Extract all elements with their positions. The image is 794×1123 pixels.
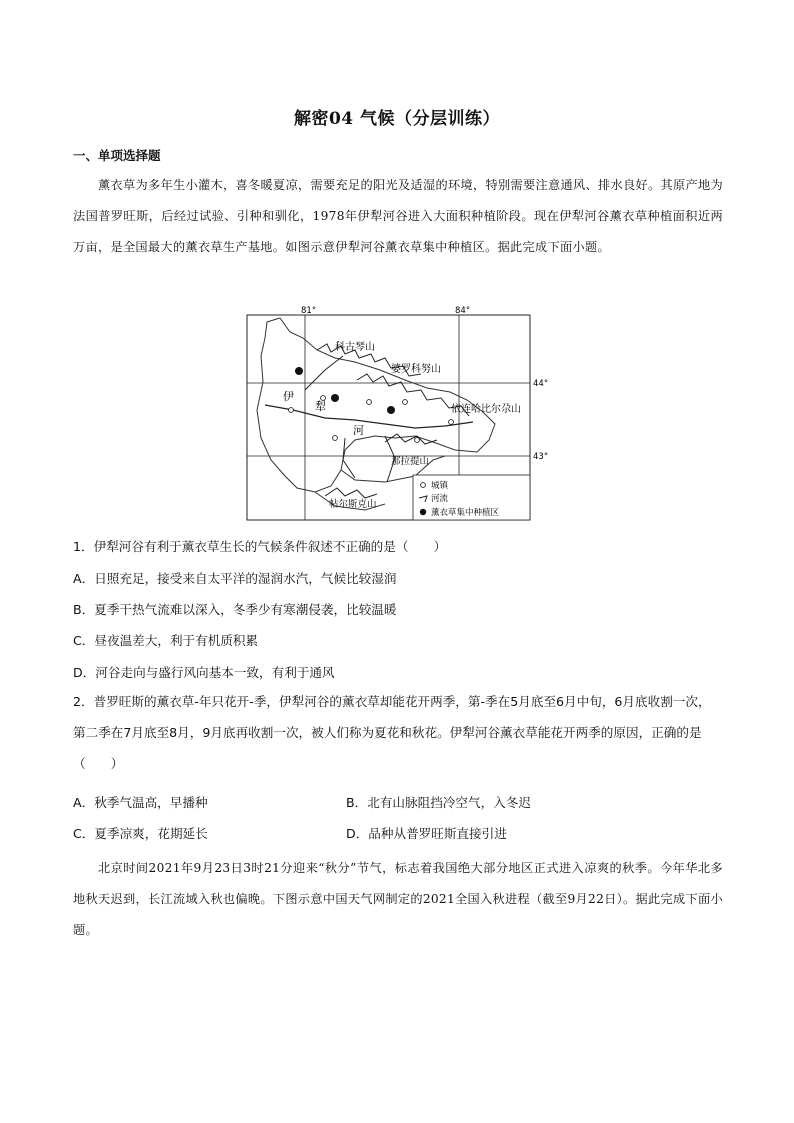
q1-option-c[interactable]: C．昼夜温差大，利于有机质积累 xyxy=(73,633,259,648)
q1-option-b[interactable]: B．夏季干热气流难以深入，冬季少有寒潮侵袭，比较温暖 xyxy=(73,602,397,617)
town-marker xyxy=(415,438,420,443)
lat-label-43: 43° xyxy=(533,452,549,462)
lat-label-44: 44° xyxy=(533,379,549,389)
town-marker xyxy=(403,400,408,405)
town-marker xyxy=(289,408,294,413)
lavender-area-marker xyxy=(331,394,339,402)
passage-autumn: 北京时间2021年9月23日3时21分迎来“秋分”节气，标志着我国绝大部分地区正式进入凉爽的秋季。今年华北多地秋天迟到，长江流域入秋也偏晚。下图示意中国天气网制定的2021全国入秋进程（截至9月22日）。据此完成下面小题。 xyxy=(73,861,723,937)
label-yi: 伊 xyxy=(283,390,294,403)
q2-option-c[interactable]: C．夏季凉爽，花期延长 xyxy=(73,826,208,841)
town-marker xyxy=(367,400,372,405)
legend-lavender-icon xyxy=(420,509,426,515)
label-boluo: 婆罗科努山 xyxy=(391,364,441,375)
q2-option-d[interactable]: D．品种从普罗旺斯直接引进 xyxy=(346,826,507,841)
passage-lavender: 薰衣草为多年生小灌木，喜冬暖夏凉，需要充足的阳光及适湿的环境，特别需要注意通风、排水良好。其原产地为法国普罗旺斯，后经过试验、引种和驯化，1978年伊犁河谷进入大面积种植阶段。现在伊犁河谷薰衣草种植面积近两万亩，是全国最大的薰衣草生产基地。如图示意伊犁河谷薰衣草集中种植区。据此完成下面小题。 xyxy=(73,178,723,254)
map-figure xyxy=(245,306,549,525)
q1-option-a[interactable]: A．日照充足，接受来自太平洋的湿润水汽，气候比较湿润 xyxy=(73,571,397,586)
lavender-area-marker xyxy=(295,367,303,375)
page-title: 解密04 气候（分层训练） xyxy=(293,109,501,129)
lavender-area-marker xyxy=(387,406,395,414)
label-nalati: 那拉提山 xyxy=(391,456,430,467)
section-heading: 一、单项选择题 xyxy=(73,148,161,163)
lon-label-84: 84° xyxy=(455,306,471,316)
question-1-stem: 1．伊犁河谷有利于薰衣草生长的气候条件叙述不正确的是（ ） xyxy=(73,539,447,554)
label-yilian: 依连哈比尔尕山 xyxy=(451,404,521,415)
q2-option-a[interactable]: A．秋季气温高，早播种 xyxy=(73,795,208,810)
legend-town-icon xyxy=(421,483,426,488)
label-li: 犁 xyxy=(315,400,326,413)
town-marker xyxy=(333,436,338,441)
label-hargel: 帖尔斯克山 xyxy=(329,499,377,510)
question-2-stem: 2．普罗旺斯的薰衣草-年只花开-季，伊犁河谷的薰衣草却能花开两季，第-季在5月底至6月中旬，6月底收割一次，第二季在7月底至8月，9月底再收割一次，被人们称为夏花和秋花。伊犁河谷薰衣草能花开两季的原因，正确的是（ ） xyxy=(73,694,711,771)
legend-lavender-label: 薰衣草集中种植区 xyxy=(431,508,500,518)
yili-valley-map xyxy=(245,306,549,525)
q1-option-d[interactable]: D．河谷走向与盛行风向基本一致，有利于通风 xyxy=(73,665,335,680)
legend-town-label: 城镇 xyxy=(431,481,449,491)
label-keguqin: 科古琴山 xyxy=(335,342,375,353)
lon-label-81: 81° xyxy=(301,306,317,316)
label-he: 河 xyxy=(353,424,364,437)
q2-option-b[interactable]: B．北有山脉阻挡冷空气，入冬迟 xyxy=(346,795,531,810)
legend-river-label: 河流 xyxy=(431,494,449,504)
town-marker xyxy=(449,420,454,425)
